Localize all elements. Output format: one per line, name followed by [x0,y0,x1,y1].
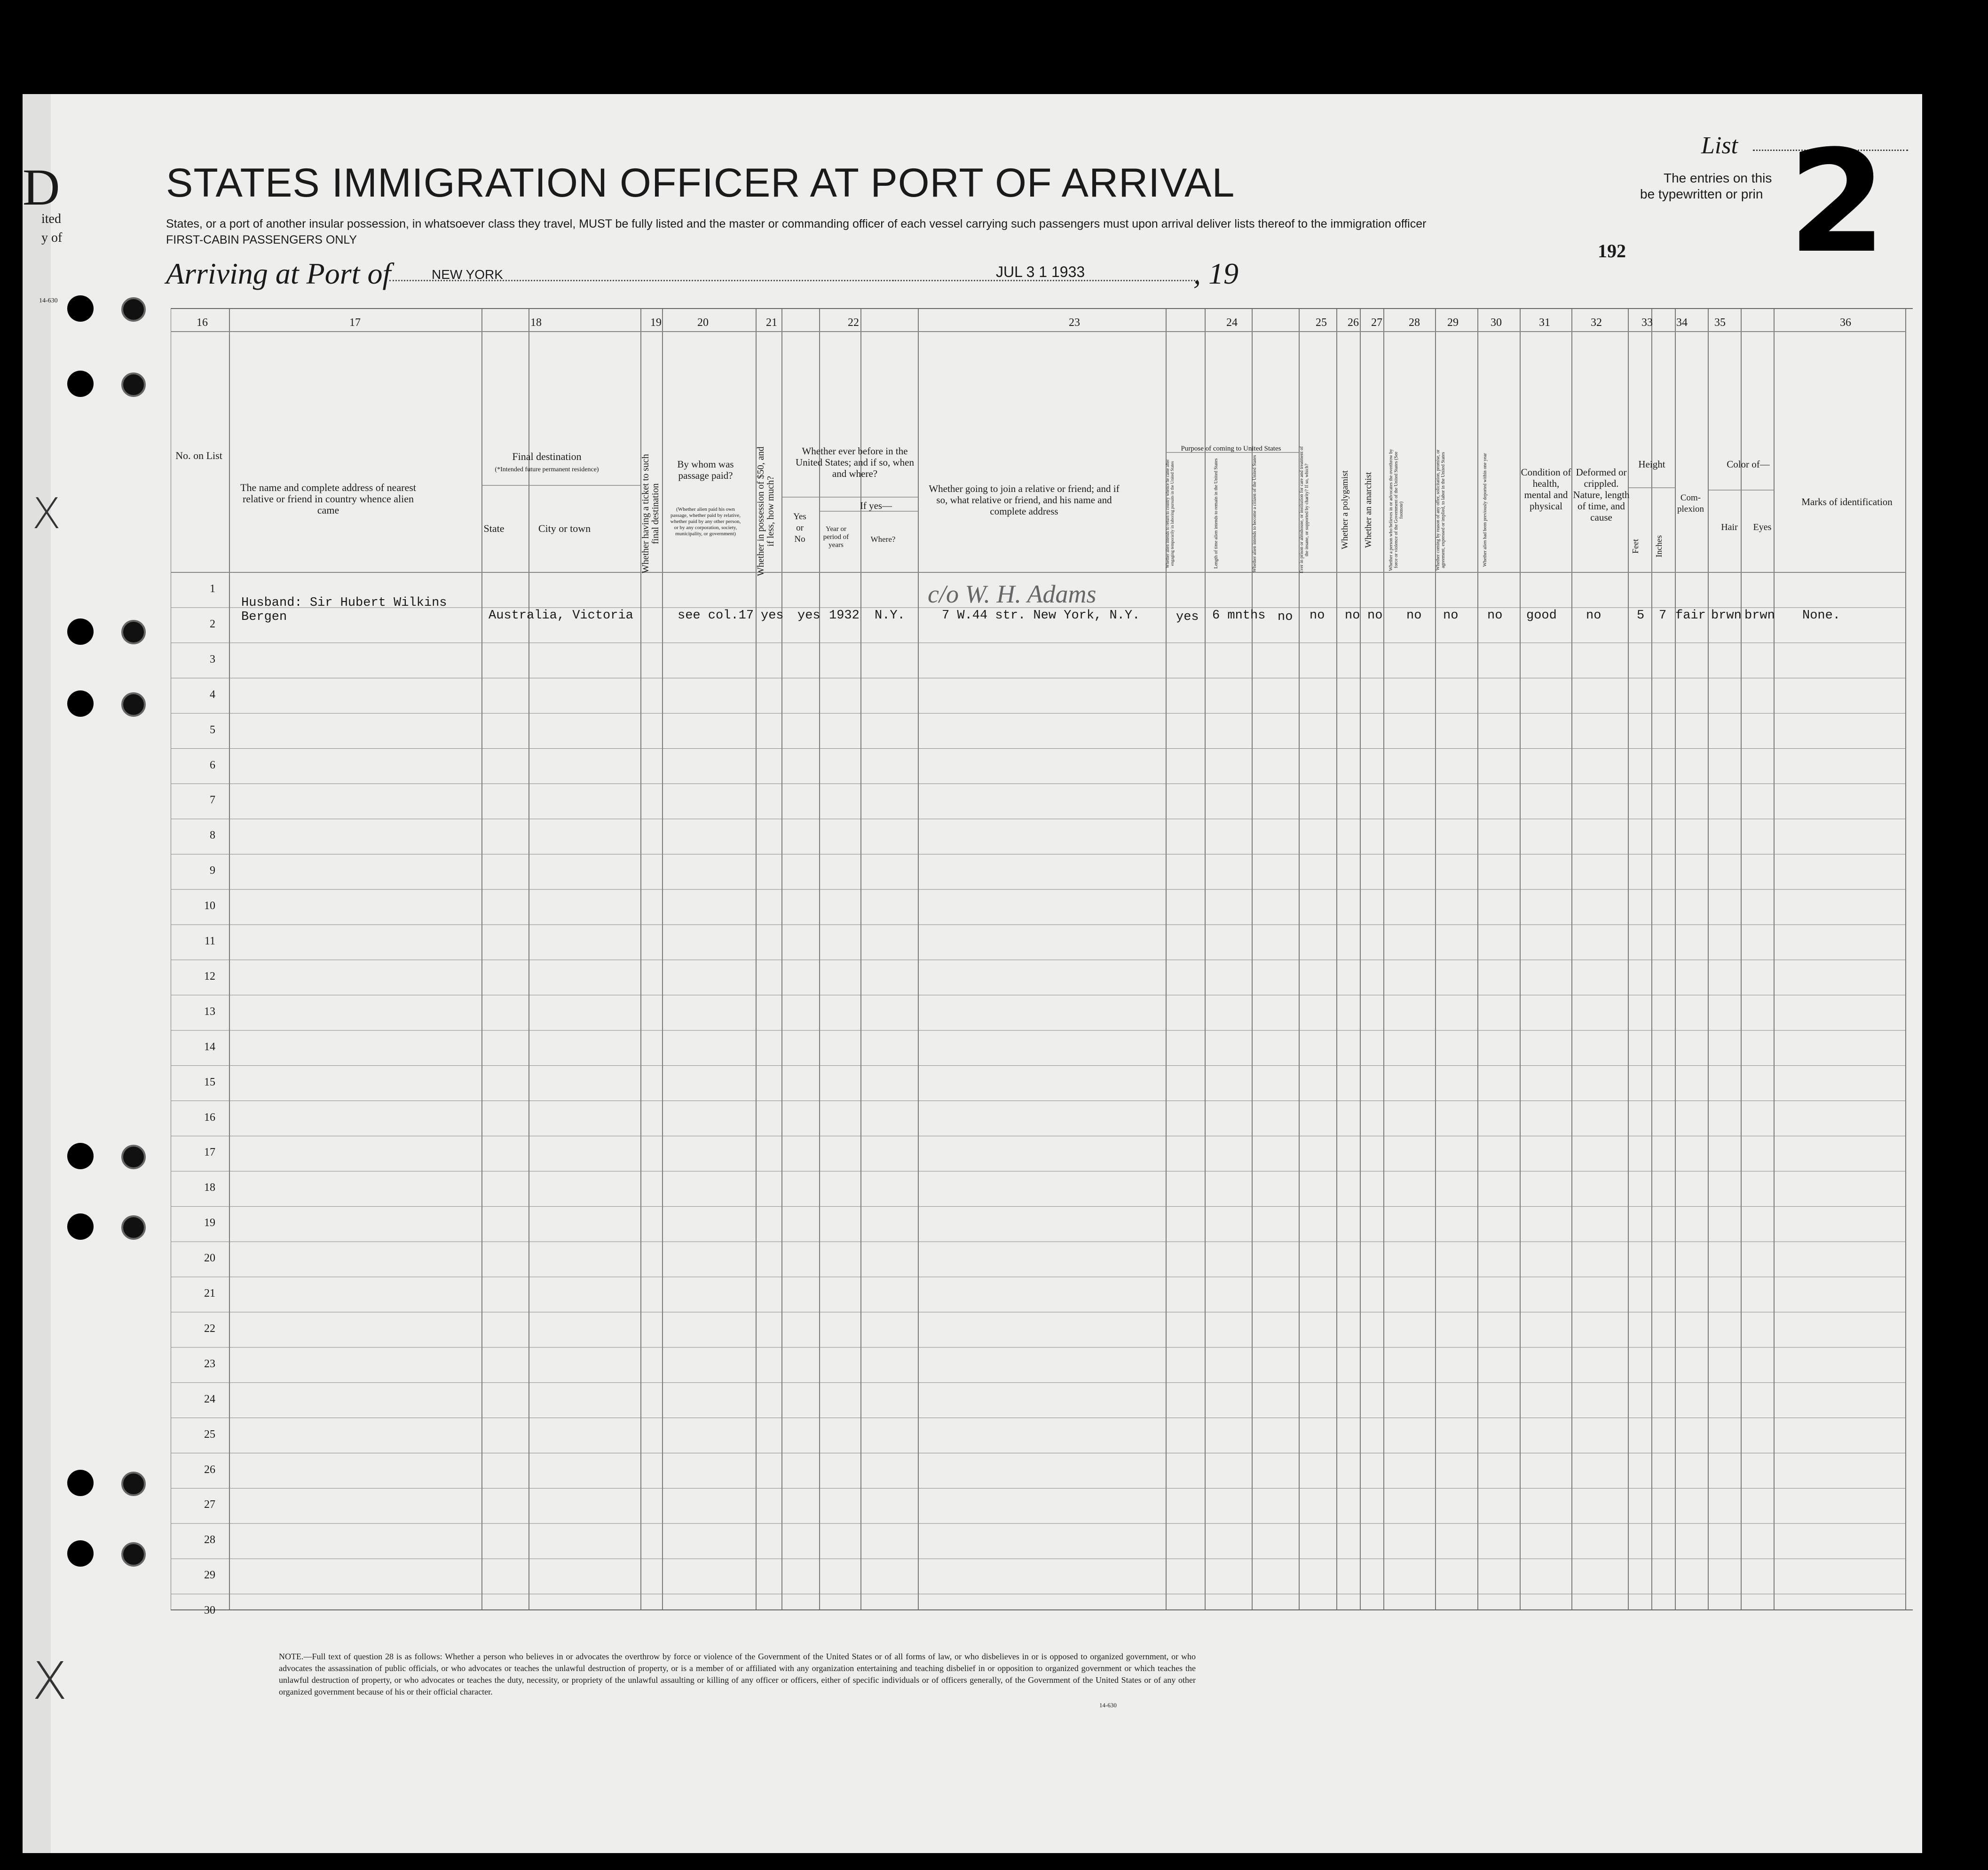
row-number: 23 [204,1357,215,1370]
col-number: 25 [1316,317,1327,329]
header-q30: Whether alien had been previously deported within one year [1483,453,1488,567]
header-deformed: Deformed or crippled. Nature, length of time, and cause [1573,467,1630,523]
left-fragment: D [23,158,60,216]
col-number: 33 [1641,317,1653,329]
row-number: 10 [204,900,215,912]
entry-join-address: 7 W.44 str. New York, N.Y. [942,609,1140,623]
page-title: STATES IMMIGRATION OFFICER AT PORT OF ARRIVAL [166,160,1235,206]
date-stamp: JUL 3 1 1933 [996,263,1085,280]
list-number: 2 [1788,120,1886,284]
entry-q30: no [1487,609,1503,623]
header-passage-paid-sub: (Whether alien paid his own passage, whether paid by relative, whether paid by any other person, or by any corporation, society, municipality, or government) [670,507,741,537]
year-prefix: , 19 [1193,257,1239,290]
col-number: 32 [1591,317,1602,329]
port-value: NEW YORK [432,267,503,282]
header-q28: Whether a person who believes in or advocates the overthrow by force or violence of the Government of the United States (See footnote) [1388,449,1404,571]
punch-hole [67,371,94,397]
row-number: 8 [210,829,215,842]
header-city: City or town [538,523,591,534]
header-feet: Feet [1631,539,1640,554]
footnote: NOTE.—Full text of question 28 is as follows: Whether a person who believes in or advocates the overthrow by force or violence of the Government of the United States or of all forms of law, or who disbelieves in or is opposed to organized government, or who advocates the assassination of public officials, or who advocates or teaches the unlawful destruction of property, or is a member of or affiliated with any organization entertaining and teaching disbelief in or opposition to organized government or which teaches the unlawful destruction of property, or who advocates or teaches the duty, necessity, or propriety of the unlawful assaulting or killing of any officer or officers, either of specific individuals or of officers generally, of the Government of the United States or of any other organized government because of his or their official character. [279,1652,1196,1696]
header-anarchist: Whether an anarchist [1364,472,1373,548]
row-number: 16 [204,1111,215,1124]
entry-citizen: no [1278,610,1293,624]
row-number: 24 [204,1393,215,1405]
col-number: 21 [766,317,777,329]
row-number: 19 [204,1217,215,1229]
entries-note: be typewritten or prin [1640,187,1763,201]
instruction-text: FIRST-CABIN PASSENGERS ONLY [166,233,357,246]
entry-year: 1932 [829,609,860,623]
row-number: 12 [204,970,215,983]
entry-deformed: no [1586,609,1601,623]
header-yes-or-no: Yes or No [793,512,806,544]
left-fragment: y of [41,230,63,245]
header-inches: Inches [1654,535,1664,558]
entry-relative: Husband: Sir Hubert Wilkins [241,596,447,610]
header-condition: Condition of health, mental and physical [1521,467,1571,512]
entry-handwritten-address: c/o W. H. Adams [928,580,1097,608]
entry-q28: no [1406,609,1422,623]
row-number: 7 [210,794,215,807]
col-number: 17 [349,317,361,329]
row-number: 11 [204,935,215,947]
row-number: 14 [204,1040,215,1053]
header-q29: Whether coming by reason of any offer, solicitation, promise, or agreement, expressed or implied, to labor in the United States [1436,449,1446,571]
row-number: 29 [204,1569,215,1582]
entry-hair: brwn [1711,609,1742,623]
arriving-label: Arriving at Port of [166,257,391,290]
row-number: 25 [204,1428,215,1441]
left-fragment: ited [41,212,61,226]
col-number: 19 [650,317,662,329]
header-ever-before: Whether ever before in the United States; and if so, when and where? [796,445,914,479]
entry-inches: 7 [1659,609,1667,623]
header-nearest-relative: The name and complete address of nearest relative or friend in country whence alien came [240,482,416,516]
instruction-text: States, or a port of another insular possession, in whatsoever class they travel, MUST be fully listed and the master or commanding officer of each vessel carrying such passengers must upon arrival deliver lists thereof to the immigration officer [166,217,1427,230]
row-number: 1 [210,583,215,595]
col-number: 24 [1226,317,1238,329]
header-possession-50: Whether in possession of $50, and if less, how much? [756,446,776,576]
row-number: 9 [210,864,215,877]
header-join-relative: Whether going to join a relative or friend; and if so, what relative or friend, and his name and complete address [929,483,1120,517]
col-number: 23 [1069,317,1080,329]
punch-hole [121,297,146,322]
entry-passage: see col.17 [678,609,754,623]
row-number: 27 [204,1498,215,1511]
punch-hole [67,690,94,717]
row-number: 4 [210,688,215,701]
header-height: Height [1638,459,1665,470]
col-number: 35 [1714,317,1726,329]
entry-return: yes [1176,610,1199,624]
col-number: 26 [1348,317,1359,329]
row-number: 21 [204,1287,215,1299]
punch-hole [121,692,146,717]
entry-q29: no [1443,609,1459,623]
header-if-yes: If yes— [860,500,892,511]
entry-possession: yes [761,609,784,623]
header-no-on-list: No. on List [175,450,222,461]
row-number: 6 [210,759,215,771]
punch-hole [67,295,94,322]
form-code: 14-630 [39,297,58,304]
header-eyes: Eyes [1753,522,1772,532]
header-where: Where? [870,535,896,544]
x-mark: X [32,489,61,539]
row-number: 13 [204,1005,215,1018]
col-number: 18 [530,317,542,329]
row-number: 30 [204,1604,215,1617]
page-edge [23,94,51,1853]
header-ticket: Whether having a ticket to such final destination [640,454,661,573]
entry-prison: no [1310,609,1325,623]
row-number: 22 [204,1322,215,1335]
punch-hole [67,1213,94,1240]
col-number: 27 [1371,317,1382,329]
list-label: List [1701,132,1738,159]
entry-anarchist: no [1367,609,1383,623]
row-number: 17 [204,1146,215,1159]
col-number: 36 [1840,317,1851,329]
punch-hole [121,1472,146,1496]
row-number: 5 [210,723,215,736]
row-number: 15 [204,1076,215,1088]
document-page [23,94,1922,1853]
header-state: State [483,523,505,534]
row-number: 18 [204,1181,215,1194]
entry-condition: good [1526,609,1557,623]
entry-polygamist: no [1345,609,1360,623]
col-number: 34 [1676,317,1688,329]
punch-hole [121,1215,146,1240]
header-color-of: Color of— [1727,459,1770,470]
col-number: 28 [1409,317,1420,329]
header-final-destination-sub: (*Intended future permanent residence) [495,466,599,473]
header-purpose-c: Whether alien intends to become a citizen of the United States [1252,455,1257,572]
row-number: 28 [204,1534,215,1546]
punch-hole [121,372,146,397]
stamp-192: 192 [1598,240,1626,261]
punch-hole [121,620,146,644]
entry-eyes: brwn [1744,609,1775,623]
entry-state: Australia, Victoria [489,609,633,623]
punch-hole [121,1145,146,1169]
entry-ever-before: yes [797,609,820,623]
header-prison: Ever in prison or almshouse, or institution for care and treatment of the insane, or supported by charity? If so, which? [1299,446,1310,574]
entry-where: N.Y. [875,609,905,623]
punch-hole [67,618,94,645]
punch-hole [121,1542,146,1567]
col-number: 16 [197,317,208,329]
row-number: 2 [210,618,215,630]
footer-form-code: 14-630 [1099,1702,1117,1709]
header-final-destination: Final destination [512,451,582,462]
entry-relative: Bergen [241,610,287,624]
col-number: 29 [1447,317,1459,329]
col-number: 20 [697,317,709,329]
header-complexion: Com-plexion [1677,493,1704,514]
entries-note: The entries on this [1664,171,1772,185]
row-number: 20 [204,1252,215,1265]
punch-hole [67,1540,94,1567]
entry-feet: 5 [1637,609,1645,623]
header-year-period: Year or period of years [823,525,849,549]
header-purpose: Purpose of coming to United States [1181,445,1281,452]
header-marks: Marks of identification [1801,496,1893,507]
header-passage-paid: By whom was passage paid? [677,459,734,481]
entry-length: 6 mnths [1212,609,1266,623]
row-number: 26 [204,1463,215,1476]
col-number: 31 [1539,317,1550,329]
col-number: 22 [848,317,859,329]
punch-hole [67,1143,94,1169]
row-number: 3 [210,653,215,666]
header-hair: Hair [1721,522,1738,532]
header-purpose-b: Length of time alien intends to remain in the United States [1214,458,1219,569]
entry-complexion: fair [1675,609,1706,623]
header-polygamist: Whether a polygamist [1340,470,1350,550]
header-purpose-a: Whether alien intends to return to country whence he came after engaging temporarily in laboring pursuits in the United States [1165,459,1175,568]
entry-marks: None. [1802,609,1841,623]
x-mark: X [32,1651,68,1711]
manifest-table [171,308,1913,1617]
punch-hole [67,1470,94,1496]
col-number: 30 [1491,317,1502,329]
